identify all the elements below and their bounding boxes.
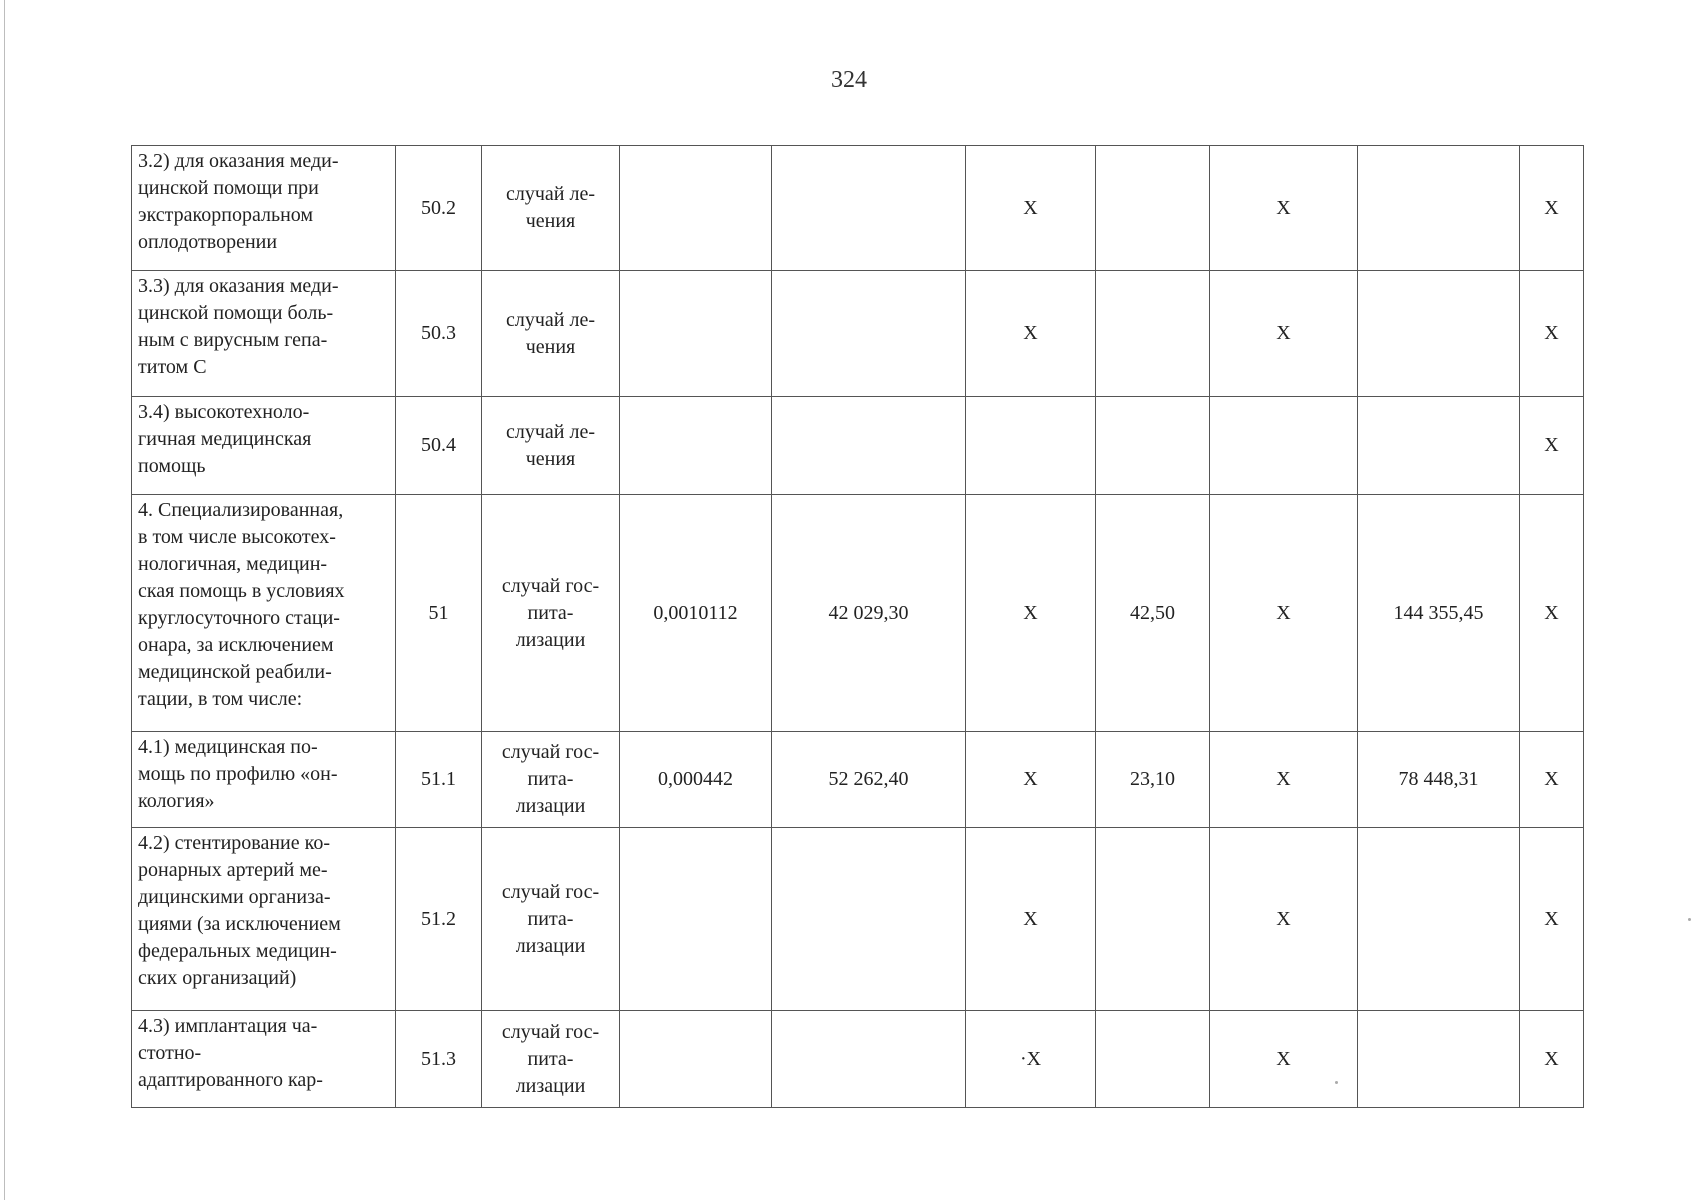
row-unit-cell	[482, 495, 620, 732]
row-code-cell: 51	[396, 495, 482, 732]
row-cell-7: 23,10	[1096, 732, 1210, 828]
row-name-line: мощь по профилю «он-	[138, 763, 338, 785]
row-cell-9	[1358, 397, 1520, 495]
row-unit-line: пита-	[527, 1047, 574, 1070]
row-cell-4: 0,0010112	[620, 495, 772, 732]
row-unit-line: пита-	[527, 768, 574, 790]
row-cell-7	[1096, 397, 1210, 495]
row-name-line: медицинской реабили-	[138, 661, 332, 683]
table-row	[132, 828, 1584, 1011]
row-cell-8: X	[1210, 1011, 1358, 1108]
row-name-line: 4. Специализированная,	[138, 499, 344, 521]
row-cell-7	[1096, 828, 1210, 1011]
row-name-line: циями (за исключением	[138, 913, 341, 935]
row-name-cell	[132, 146, 396, 271]
row-cell-6	[966, 397, 1096, 495]
row-cell-8: X	[1210, 495, 1358, 732]
row-name-cell	[132, 828, 396, 1011]
row-unit-line: случай ле-	[505, 308, 595, 331]
row-cell-4: 0,000442	[620, 732, 772, 828]
row-cell-10: X	[1520, 1011, 1584, 1108]
row-unit-line: случай ле-	[505, 183, 595, 205]
row-cell-5	[772, 146, 966, 271]
table-row	[132, 397, 1584, 495]
row-name-line: онара, за исключением	[138, 634, 334, 656]
row-unit-cell	[482, 1011, 620, 1108]
row-name-line: в том числе высокотех-	[138, 526, 336, 548]
row-name-cell	[132, 1011, 396, 1108]
row-unit-line: лизации	[515, 628, 586, 651]
row-cell-10: X	[1520, 495, 1584, 732]
scan-speck	[1335, 1081, 1338, 1084]
row-unit-line: случай гос-	[501, 880, 600, 903]
row-cell-8	[1210, 397, 1358, 495]
row-name-line: титом С	[138, 356, 207, 378]
row-cell-8: X	[1210, 271, 1358, 397]
row-cell-7	[1096, 146, 1210, 271]
row-cell-10: X	[1520, 828, 1584, 1011]
row-unit-line: случай ле-	[505, 420, 595, 443]
row-name-line: 3.3) для оказания меди-	[138, 275, 339, 297]
row-unit-line: случай гос-	[501, 741, 600, 763]
row-cell-5	[772, 271, 966, 397]
row-name-line: 3.4) высокотехноло-	[138, 401, 310, 423]
row-name-line: круглосуточного стаци-	[138, 607, 340, 629]
row-cell-6: X	[966, 495, 1096, 732]
row-name-line: оплодотворении	[138, 231, 278, 253]
row-code-cell: 50.4	[396, 397, 482, 495]
table-row	[132, 271, 1584, 397]
row-name-line: стотно-	[138, 1042, 202, 1064]
row-cell-9	[1358, 828, 1520, 1011]
row-unit-cell	[482, 732, 620, 828]
row-cell-8: X	[1210, 828, 1358, 1011]
row-cell-10: X	[1520, 397, 1584, 495]
row-name-line: адаптированного кар-	[138, 1069, 323, 1091]
row-cell-7: 42,50	[1096, 495, 1210, 732]
row-unit-line: лизации	[515, 1074, 586, 1097]
row-cell-6: X	[966, 732, 1096, 828]
row-cell-6: X	[966, 828, 1096, 1011]
row-unit-line: лизации	[515, 795, 586, 817]
row-cell-9: 144 355,45	[1358, 495, 1520, 732]
row-cell-9	[1358, 271, 1520, 397]
page-number: 324	[831, 67, 867, 93]
row-cell-7	[1096, 1011, 1210, 1108]
row-cell-6: ·X	[966, 1011, 1096, 1108]
table-row	[132, 1011, 1584, 1108]
row-name-line: ным с вирусным гепа-	[138, 329, 328, 351]
table-row	[132, 146, 1584, 271]
row-unit-line: случай гос-	[501, 574, 600, 597]
row-name-cell	[132, 271, 396, 397]
row-name-line: тации, в том числе:	[138, 688, 303, 710]
row-cell-10: X	[1520, 732, 1584, 828]
row-unit-line: случай гос-	[501, 1020, 600, 1043]
row-name-line: цинской помощи боль-	[138, 302, 334, 324]
row-cell-10: X	[1520, 271, 1584, 397]
row-cell-10: X	[1520, 146, 1584, 271]
row-cell-8: X	[1210, 732, 1358, 828]
row-name-line: дицинскими организа-	[138, 886, 331, 908]
row-code-cell: 50.2	[396, 146, 482, 271]
row-name-line: ронарных артерий ме-	[138, 859, 328, 881]
row-unit-line: лизации	[515, 934, 586, 957]
row-unit-line: чения	[525, 210, 576, 232]
row-unit-cell	[482, 146, 620, 271]
row-unit-cell	[482, 271, 620, 397]
row-name-cell	[132, 732, 396, 828]
row-unit-line: пита-	[527, 907, 574, 930]
row-name-cell	[132, 397, 396, 495]
row-code-cell: 51.2	[396, 828, 482, 1011]
row-unit-line: чения	[525, 335, 576, 358]
row-unit-cell	[482, 397, 620, 495]
row-name-line: экстракорпоральном	[138, 204, 314, 226]
row-name-line: 4.1) медицинская по-	[138, 736, 318, 758]
row-cell-6: X	[966, 271, 1096, 397]
row-cell-4	[620, 146, 772, 271]
row-name-line: кология»	[138, 790, 215, 812]
row-cell-9	[1358, 1011, 1520, 1108]
row-cell-8: X	[1210, 146, 1358, 271]
row-cell-4	[620, 397, 772, 495]
row-cell-6: X	[966, 146, 1096, 271]
row-cell-7	[1096, 271, 1210, 397]
row-name-line: федеральных медицин-	[138, 940, 337, 962]
row-name-line: гичная медицинская	[138, 428, 312, 450]
row-name-line: 3.2) для оказания меди-	[138, 150, 339, 172]
row-cell-4	[620, 1011, 772, 1108]
row-unit-line: чения	[525, 447, 576, 470]
row-name-line: ских организаций)	[138, 967, 297, 989]
row-name-line: цинской помощи при	[138, 177, 319, 199]
row-code-cell: 50.3	[396, 271, 482, 397]
row-cell-5: 42 029,30	[772, 495, 966, 732]
data-table	[131, 145, 1584, 1108]
row-cell-4	[620, 271, 772, 397]
row-cell-9: 78 448,31	[1358, 732, 1520, 828]
page-left-edge	[4, 0, 5, 1200]
row-name-line: ская помощь в условиях	[138, 580, 345, 602]
row-cell-5	[772, 1011, 966, 1108]
row-code-cell: 51.3	[396, 1011, 482, 1108]
row-cell-5	[772, 397, 966, 495]
row-cell-5: 52 262,40	[772, 732, 966, 828]
row-name-line: 4.2) стентирование ко-	[138, 832, 331, 854]
row-name-line: помощь	[138, 455, 206, 477]
row-name-line: нологичная, медицин-	[138, 553, 328, 575]
row-name-cell	[132, 495, 396, 732]
table-row	[132, 732, 1584, 828]
row-code-cell: 51.1	[396, 732, 482, 828]
scan-speck	[1688, 918, 1691, 921]
row-cell-9	[1358, 146, 1520, 271]
row-unit-cell	[482, 828, 620, 1011]
table-row	[132, 495, 1584, 732]
row-name-line: 4.3) имплантация ча-	[138, 1015, 318, 1037]
row-cell-4	[620, 828, 772, 1011]
row-cell-5	[772, 828, 966, 1011]
row-unit-line: пита-	[527, 601, 574, 624]
table-body	[132, 146, 1584, 1108]
